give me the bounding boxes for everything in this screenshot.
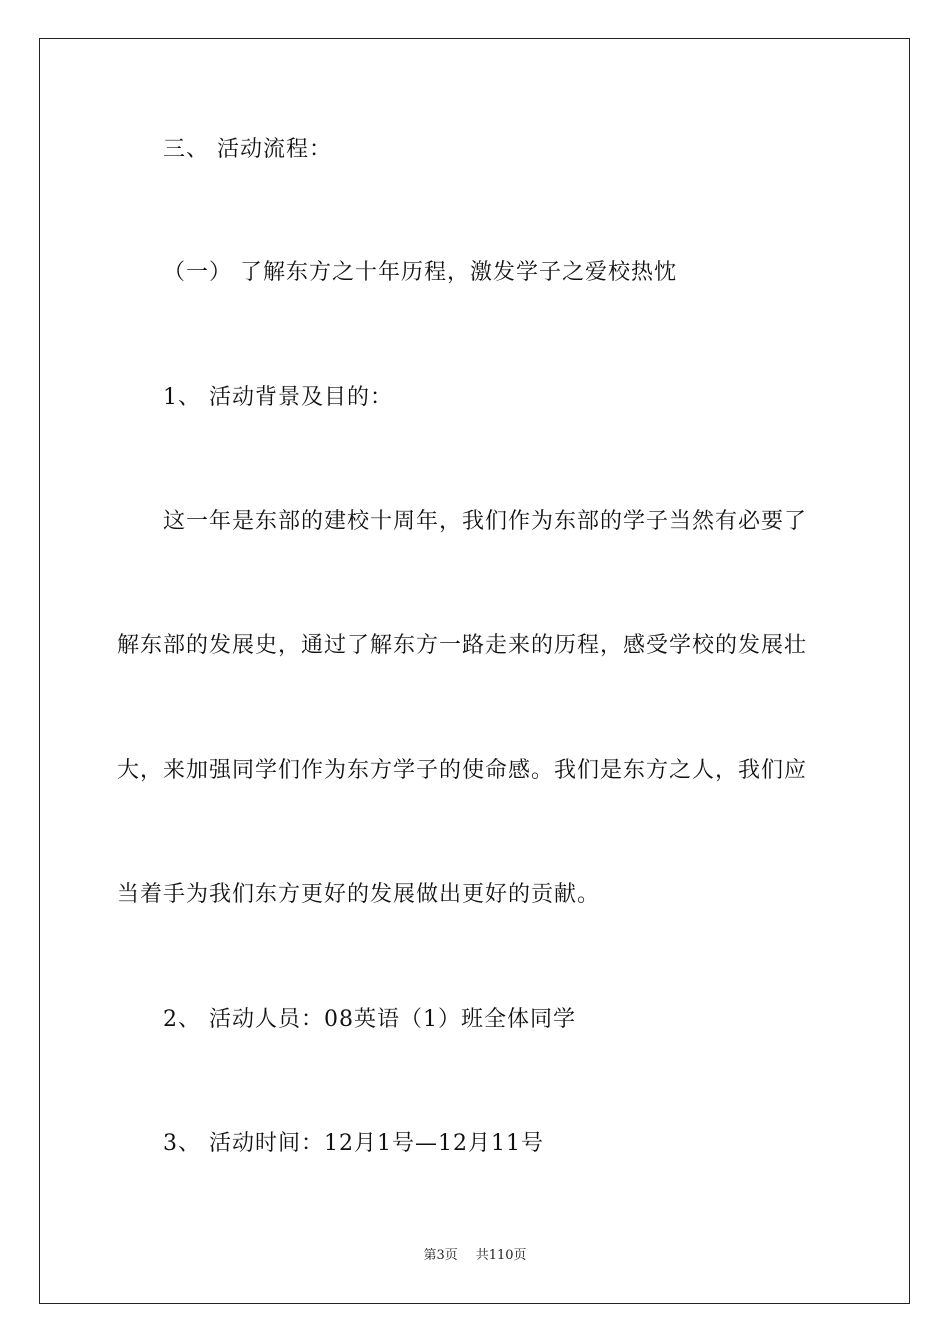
- page-number: 第3页: [423, 1248, 458, 1263]
- item-time: 3、 活动时间：12月1号—12月11号: [163, 1131, 544, 1156]
- section-heading: 三、 活动流程：: [163, 137, 332, 162]
- paragraph-line: 解东部的发展史，通过了解东方一路走来的历程，感受学校的发展壮: [117, 633, 808, 658]
- page-border: [39, 38, 910, 1304]
- page-total: 共110页: [475, 1248, 527, 1263]
- paragraph-line: 当着手为我们东方更好的发展做出更好的贡献。: [117, 882, 601, 907]
- item-participants: 2、 活动人员：08英语（1）班全体同学: [163, 1007, 576, 1032]
- paragraph-line: 大，来加强同学们作为东方学子的使命感。我们是东方之人，我们应: [117, 758, 808, 783]
- subsection-heading: （一） 了解东方之十年历程，激发学子之爱校热忱: [163, 260, 677, 285]
- page-footer: [0, 1247, 950, 1265]
- paragraph-line: 这一年是东部的建校十周年，我们作为东部的学子当然有必要了: [163, 509, 808, 534]
- item-heading-background: 1、 活动背景及目的：: [163, 385, 393, 410]
